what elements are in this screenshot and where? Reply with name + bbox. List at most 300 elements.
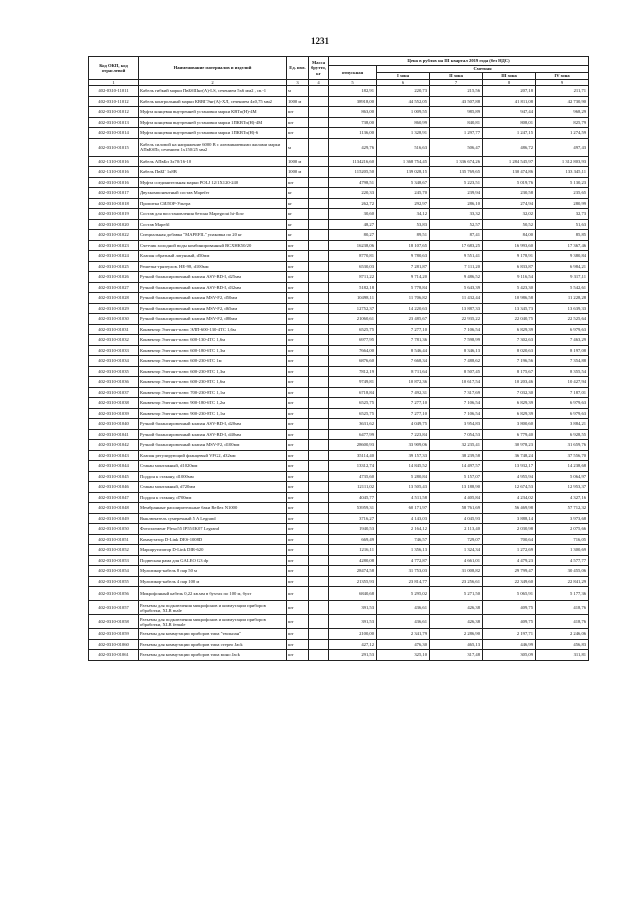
zone-2-price: 23 256,61: [430, 576, 483, 587]
unit-cell: 1000 м: [287, 96, 309, 107]
mass-cell: [309, 138, 329, 156]
release-price: 12752,37: [329, 303, 377, 314]
zone-3-price: 41 811,08: [483, 96, 536, 107]
header-zone-4: IV зона: [536, 73, 589, 80]
unit-cell: шт: [287, 377, 309, 388]
column-number: 7: [430, 80, 483, 86]
zone-1-price: 5 348,67: [377, 177, 430, 188]
unit-cell: шт: [287, 566, 309, 577]
zone-1-price: 23 485,67: [377, 314, 430, 325]
release-price: 6718,84: [329, 387, 377, 398]
release-price: 3716,27: [329, 513, 377, 524]
zone-1-price: 5 280,84: [377, 471, 430, 482]
mass-cell: [309, 513, 329, 524]
unit-cell: шт: [287, 261, 309, 272]
table-row: [89, 188, 589, 199]
product-code: 402-0310-01045: [89, 471, 139, 482]
table-row: [89, 408, 589, 419]
material-name: Ручной балансировочный клапан MSV-F2, d80мм: [139, 314, 287, 325]
mass-cell: [309, 615, 329, 629]
table-row: [89, 324, 589, 335]
material-name: Ручной балансировочный клапан MSV-F2, d65мм: [139, 303, 287, 314]
zone-3-price: 409,75: [483, 615, 536, 629]
release-price: 738,00: [329, 117, 377, 128]
unit-cell: шт: [287, 587, 309, 601]
zone-2-price: 1 297,77: [430, 128, 483, 139]
release-price: 6840,68: [329, 587, 377, 601]
zone-2-price: 13 188,90: [430, 482, 483, 493]
zone-3-price: 7 302,63: [483, 335, 536, 346]
zone-2-price: 7 106,54: [430, 408, 483, 419]
unit-cell: шт: [287, 107, 309, 118]
zone-3-price: 32,02: [483, 209, 536, 220]
product-code: 402-0310-01048: [89, 503, 139, 514]
header-zone-1: I зона: [377, 73, 430, 80]
release-price: 28600,93: [329, 440, 377, 451]
product-code: 402-0310-01015: [89, 138, 139, 156]
zone-3-price: 56 469,98: [483, 503, 536, 514]
product-code: 402-0310-01025: [89, 261, 139, 272]
zone-2-price: 317,48: [430, 650, 483, 661]
release-price: 429,76: [329, 138, 377, 156]
zone-4-price: 32,73: [536, 209, 589, 220]
zone-1-price: 11 706,82: [377, 293, 430, 304]
zone-3-price: 3 800,60: [483, 419, 536, 430]
release-price: 5182,18: [329, 282, 377, 293]
unit-cell: шт: [287, 450, 309, 461]
zone-1-price: 2 341,79: [377, 629, 430, 640]
material-name: Мультикор-кабель 8 пар 50 м: [139, 566, 287, 577]
unit-cell: шт: [287, 576, 309, 587]
zone-1-price: 60 171,97: [377, 503, 430, 514]
mass-cell: [309, 282, 329, 293]
product-code: 402-0310-01034: [89, 356, 139, 367]
zone-2-price: 506,47: [430, 138, 483, 156]
material-name: Поддон к стакану, d1000мм: [139, 471, 287, 482]
table-row: [89, 128, 589, 139]
zone-2-price: 215,56: [430, 86, 483, 97]
product-code: 402-0310-01020: [89, 219, 139, 230]
unit-cell: кг: [287, 219, 309, 230]
unit-cell: шт: [287, 545, 309, 556]
unit-cell: шт: [287, 335, 309, 346]
unit-cell: шт: [287, 440, 309, 451]
mass-cell: [309, 503, 329, 514]
product-code: 402-0310-01024: [89, 251, 139, 262]
zone-3-price: 13 345,73: [483, 303, 536, 314]
zone-2-price: 52,57: [430, 219, 483, 230]
zone-3-price: 130 474,86: [483, 167, 536, 178]
material-name: Мультикор-кабель 4 пар 100 м: [139, 576, 287, 587]
zone-2-price: 32 235,41: [430, 440, 483, 451]
zone-3-price: 1 247,15: [483, 128, 536, 139]
product-code: 402-0310-01050: [89, 524, 139, 535]
zone-1-price: 89,51: [377, 230, 430, 241]
product-code: 402-0310-01033: [89, 345, 139, 356]
zone-3-price: 50,52: [483, 219, 536, 230]
zone-2-price: 22 935,22: [430, 314, 483, 325]
release-price: 6876,60: [329, 356, 377, 367]
table-row: [89, 639, 589, 650]
zone-3-price: 305,09: [483, 650, 536, 661]
unit-cell: шт: [287, 513, 309, 524]
zone-1-price: 34,12: [377, 209, 430, 220]
zone-4-price: 716,05: [536, 534, 589, 545]
zone-3-price: 6 833,87: [483, 261, 536, 272]
zone-4-price: 7 354,88: [536, 356, 589, 367]
product-code: 402-0310-01016: [89, 177, 139, 188]
release-price: 4045,77: [329, 492, 377, 503]
zone-2-price: 465,13: [430, 639, 483, 650]
mass-cell: [309, 345, 329, 356]
product-code: 402-0310-01013: [89, 117, 139, 128]
mass-cell: [309, 324, 329, 335]
zone-3-price: 446,99: [483, 639, 536, 650]
unit-cell: 1000 м: [287, 167, 309, 178]
zone-3-price: 1 284 545,97: [483, 156, 536, 167]
unit-cell: шт: [287, 534, 309, 545]
zone-1-price: 8 711,64: [377, 366, 430, 377]
zone-1-price: 245,70: [377, 188, 430, 199]
unit-cell: шт: [287, 471, 309, 482]
zone-4-price: 456,83: [536, 639, 589, 650]
release-price: 7664,00: [329, 345, 377, 356]
product-code: 402-0310-01036: [89, 377, 139, 388]
material-name: Муфта концевая внутренней установки марки 1ПКВТп(Н)-4М: [139, 117, 287, 128]
zone-4-price: 17 367,46: [536, 240, 589, 251]
zone-4-price: 418,76: [536, 601, 589, 615]
mass-cell: [309, 639, 329, 650]
zone-3-price: 9 116,54: [483, 272, 536, 283]
table-row: [89, 177, 589, 188]
material-name: Кабель гибкий марки ПвБбШнг(А)-LS, сечением 5x6 мм2 , св.-1: [139, 86, 287, 97]
zone-4-price: 22 841,29: [536, 576, 589, 587]
zone-1-price: 31 753,03: [377, 566, 430, 577]
unit-cell: шт: [287, 303, 309, 314]
material-name: Ручной балансировочный клапан ASV-BD-I, d20мм: [139, 419, 287, 430]
column-number: 4: [309, 80, 329, 86]
unit-cell: шт: [287, 387, 309, 398]
product-code: 402-0310-01060: [89, 639, 139, 650]
unit-cell: шт: [287, 429, 309, 440]
mass-cell: [309, 177, 329, 188]
zone-2-price: 985,89: [430, 107, 483, 118]
table-row: [89, 86, 589, 97]
material-name: Мембранные расширительные баки Reflex N1000: [139, 503, 287, 514]
release-price: 16238,06: [329, 240, 377, 251]
mass-cell: [309, 377, 329, 388]
release-price: 182,91: [329, 86, 377, 97]
zone-4-price: 968,29: [536, 107, 589, 118]
table-row: [89, 629, 589, 640]
table-row: [89, 566, 589, 577]
release-price: 21060,61: [329, 314, 377, 325]
zone-1-price: 9 780,63: [377, 251, 430, 262]
unit-cell: шт: [287, 601, 309, 615]
material-name: Разъемы для коммутации приборов типа "тюльпан": [139, 629, 287, 640]
mass-cell: [309, 356, 329, 367]
zone-1-price: 7 277,10: [377, 408, 430, 419]
unit-cell: шт: [287, 117, 309, 128]
zone-2-price: 729,07: [430, 534, 483, 545]
zone-4-price: 5 542,61: [536, 282, 589, 293]
zone-1-price: 220,73: [377, 86, 430, 97]
release-price: 669,49: [329, 534, 377, 545]
table-row: [89, 377, 589, 388]
material-name: Подвесная рама для GALEO G3 dp: [139, 555, 287, 566]
page-number: 1231: [311, 36, 329, 46]
zone-4-price: 8 197,08: [536, 345, 589, 356]
header-mass: Масса брутто, кг: [309, 57, 329, 80]
unit-cell: шт: [287, 356, 309, 367]
mass-cell: [309, 629, 329, 640]
zone-2-price: 1 336 674,26: [430, 156, 483, 167]
zone-1-price: 10 872,36: [377, 377, 430, 388]
zone-1-price: 516,63: [377, 138, 430, 156]
zone-2-price: 10 617,54: [430, 377, 483, 388]
release-price: 291,53: [329, 650, 377, 661]
table-row: [89, 219, 589, 230]
zone-1-price: 39 157,33: [377, 450, 430, 461]
zone-4-price: 9 317,11: [536, 272, 589, 283]
header-code: Код ОКП, код отраслевой: [89, 57, 139, 80]
zone-1-price: 23 814,77: [377, 576, 430, 587]
mass-cell: [309, 314, 329, 325]
zone-1-price: 746,57: [377, 534, 430, 545]
release-price: 6977,95: [329, 335, 377, 346]
header-name: Наименование материалов и изделий: [139, 57, 287, 80]
material-name: Конвектор Элегант-плюс 600-130-4ТС 1,6м: [139, 335, 287, 346]
zone-3-price: 4 479,23: [483, 555, 536, 566]
zone-4-price: 11 228,28: [536, 293, 589, 304]
zone-1-price: 1 328,91: [377, 128, 430, 139]
zone-1-price: 476,30: [377, 639, 430, 650]
zone-4-price: 4 327,16: [536, 492, 589, 503]
product-code: 402-0310-01023: [89, 240, 139, 251]
mass-cell: [309, 408, 329, 419]
table-row: [89, 282, 589, 293]
material-name: Ручной балансировочный клапан ASV-BD-I, d25мм: [139, 272, 287, 283]
zone-2-price: 7 106,54: [430, 324, 483, 335]
zone-1-price: 436,61: [377, 615, 430, 629]
release-price: 53959,31: [329, 503, 377, 514]
product-code: 402-0310-01056: [89, 587, 139, 601]
product-code: 402-1310-01016: [89, 167, 139, 178]
mass-cell: [309, 650, 329, 661]
product-code: 402-0310-01037: [89, 387, 139, 398]
table-row: [89, 167, 589, 178]
product-code: 402-0310-01040: [89, 419, 139, 430]
table-body: [89, 86, 589, 661]
zone-4-price: 9 380,84: [536, 251, 589, 262]
mass-cell: [309, 335, 329, 346]
column-number: 6: [377, 80, 430, 86]
zone-1-price: 7 281,87: [377, 261, 430, 272]
zone-4-price: 31 659,76: [536, 440, 589, 451]
zone-1-price: 13 505,43: [377, 482, 430, 493]
zone-2-price: 9 551,41: [430, 251, 483, 262]
zone-4-price: 7 463,29: [536, 335, 589, 346]
zone-1-price: 7 223,84: [377, 429, 430, 440]
zone-4-price: 42 730,90: [536, 96, 589, 107]
unit-cell: шт: [287, 314, 309, 325]
material-name: Муфта соединительная марки POLJ 12/1X120-240: [139, 177, 287, 188]
unit-cell: шт: [287, 615, 309, 629]
zone-4-price: 2 075,66: [536, 524, 589, 535]
mass-cell: [309, 545, 329, 556]
zone-3-price: 5 065,91: [483, 587, 536, 601]
release-price: 6525,75: [329, 408, 377, 419]
zone-2-price: 7 317,69: [430, 387, 483, 398]
release-price: 1940,53: [329, 524, 377, 535]
zone-4-price: 14 238,68: [536, 461, 589, 472]
product-code: 402-0310-01022: [89, 230, 139, 241]
table-row: [89, 198, 589, 209]
zone-4-price: 235,65: [536, 188, 589, 199]
product-code: 402-0310-01028: [89, 293, 139, 304]
zone-3-price: 16 993,60: [483, 240, 536, 251]
material-name: Муфта концевая внутренней установки марки 1ПКВТп(Н)-6: [139, 128, 287, 139]
zone-2-price: 9 486,52: [430, 272, 483, 283]
material-name: Конвектор Элегант-плюс 900-230-8ТС 1,1м: [139, 408, 287, 419]
mass-cell: [309, 272, 329, 283]
zone-1-price: 139 028,15: [377, 167, 430, 178]
table-row: [89, 555, 589, 566]
product-code: 402-0310-01042: [89, 440, 139, 451]
header-release: отпускная: [329, 66, 377, 80]
product-code: 402-0310-01029: [89, 303, 139, 314]
mass-cell: [309, 524, 329, 535]
table-row: [89, 471, 589, 482]
table-row: [89, 138, 589, 156]
unit-cell: шт: [287, 177, 309, 188]
unit-cell: 1000 м: [287, 156, 309, 167]
zone-3-price: 1 272,69: [483, 545, 536, 556]
material-name: Двухкомпонентный состав Mapefer: [139, 188, 287, 199]
zone-2-price: 4 405,84: [430, 492, 483, 503]
unit-cell: шт: [287, 272, 309, 283]
zone-2-price: 1 324,34: [430, 545, 483, 556]
unit-cell: шт: [287, 419, 309, 430]
zone-4-price: 211,71: [536, 86, 589, 97]
zone-4-price: 8 355,54: [536, 366, 589, 377]
product-code: 402-0310-01061: [89, 650, 139, 661]
zone-3-price: 274,94: [483, 198, 536, 209]
table-row: [89, 492, 589, 503]
zone-2-price: 239,94: [430, 188, 483, 199]
product-code: 402-0310-01038: [89, 398, 139, 409]
zone-2-price: 8 346,13: [430, 345, 483, 356]
product-code: 402-0310-01041: [89, 429, 139, 440]
zone-4-price: 280,99: [536, 198, 589, 209]
mass-cell: [309, 261, 329, 272]
zone-4-price: 12 953,37: [536, 482, 589, 493]
zone-3-price: 9 178,91: [483, 251, 536, 262]
table-row: [89, 240, 589, 251]
zone-2-price: 7 488,62: [430, 356, 483, 367]
unit-cell: шт: [287, 293, 309, 304]
unit-cell: шт: [287, 251, 309, 262]
zone-2-price: 840,81: [430, 117, 483, 128]
material-name: Муфта концевая внутренней установки марки КВТп(Н)-4М: [139, 107, 287, 118]
product-code: 402-0310-01054: [89, 566, 139, 577]
material-name: Кабель контрольный марки КВВГЭнг(А)-ХЛ, сечением 4x0,75 мм2: [139, 96, 287, 107]
zone-3-price: 8 175,67: [483, 366, 536, 377]
unit-cell: кг: [287, 198, 309, 209]
material-name: Конвектор Элегант-плюс 900-180-6ТС 1,2м: [139, 398, 287, 409]
header-price-group: Цена в рублях на III квартал 2019 года (без НДС): [329, 57, 589, 66]
mass-cell: [309, 240, 329, 251]
product-code: 402-0310-01049: [89, 513, 139, 524]
table-row: [89, 461, 589, 472]
material-name: Конвектор Элегант-плюс 700-230-8ТС 1,1м: [139, 387, 287, 398]
zone-3-price: 207,18: [483, 86, 536, 97]
release-price: 3631,62: [329, 419, 377, 430]
zone-1-price: 53,83: [377, 219, 430, 230]
material-name: Фотоэлемент Plexo55 IP55/IK07 Legrand: [139, 524, 287, 535]
zone-2-price: 14 497,57: [430, 461, 483, 472]
material-name: Микрофонный кабель 0,22 кв.мм в бухтах по 100 м, бухт: [139, 587, 287, 601]
mass-cell: [309, 450, 329, 461]
zone-1-price: 18 107,65: [377, 240, 430, 251]
table-row: [89, 482, 589, 493]
table-row: [89, 107, 589, 118]
material-name: Состав для восстановления бетона Mapegrout hi-flow: [139, 209, 287, 220]
table-row: [89, 303, 589, 314]
table-row: [89, 615, 589, 629]
release-price: 8770,81: [329, 251, 377, 262]
material-name: Поддон к стакану, d700мм: [139, 492, 287, 503]
release-price: 427,12: [329, 639, 377, 650]
unit-cell: шт: [287, 345, 309, 356]
zone-2-price: 13 887,33: [430, 303, 483, 314]
zone-1-price: 14 845,52: [377, 461, 430, 472]
zone-3-price: 6 829,39: [483, 398, 536, 409]
material-name: Разъемы для подключения микрофонов и коммутации приборов обработки, XLR male: [139, 601, 287, 615]
mass-cell: [309, 188, 329, 199]
zone-1-price: 4 143,03: [377, 513, 430, 524]
mass-cell: [309, 156, 329, 167]
mass-cell: [309, 219, 329, 230]
table-row: [89, 587, 589, 601]
unit-cell: шт: [287, 524, 309, 535]
zone-4-price: 6 984,21: [536, 261, 589, 272]
product-code: 402-0310-01044: [89, 461, 139, 472]
release-price: 6477,99: [329, 429, 377, 440]
product-code: 402-1310-01016: [89, 156, 139, 167]
material-name: Конвектор Элегант-плюс ЭЛП-600-130-4ТС 1,6м: [139, 324, 287, 335]
zone-1-price: 44 552,05: [377, 96, 430, 107]
zone-4-price: 10 427,94: [536, 377, 589, 388]
mass-cell: [309, 96, 329, 107]
zone-2-price: 4 661,01: [430, 555, 483, 566]
zone-1-price: 9 714,20: [377, 272, 430, 283]
zone-4-price: 57 712,32: [536, 503, 589, 514]
zone-2-price: 5 223,51: [430, 177, 483, 188]
zone-1-price: 436,61: [377, 601, 430, 615]
release-price: 391,53: [329, 601, 377, 615]
mass-cell: [309, 230, 329, 241]
material-name: Пропитка СИЛОР-Ультра: [139, 198, 287, 209]
product-code: 402-0310-01059: [89, 629, 139, 640]
release-price: 115205,50: [329, 167, 377, 178]
material-name: Стакан монтажный, d720мм: [139, 482, 287, 493]
zone-2-price: 11 432,44: [430, 293, 483, 304]
zone-4-price: 51,63: [536, 219, 589, 230]
mass-cell: [309, 86, 329, 97]
zone-3-price: 29 799,47: [483, 566, 536, 577]
release-price: 8711,22: [329, 272, 377, 283]
